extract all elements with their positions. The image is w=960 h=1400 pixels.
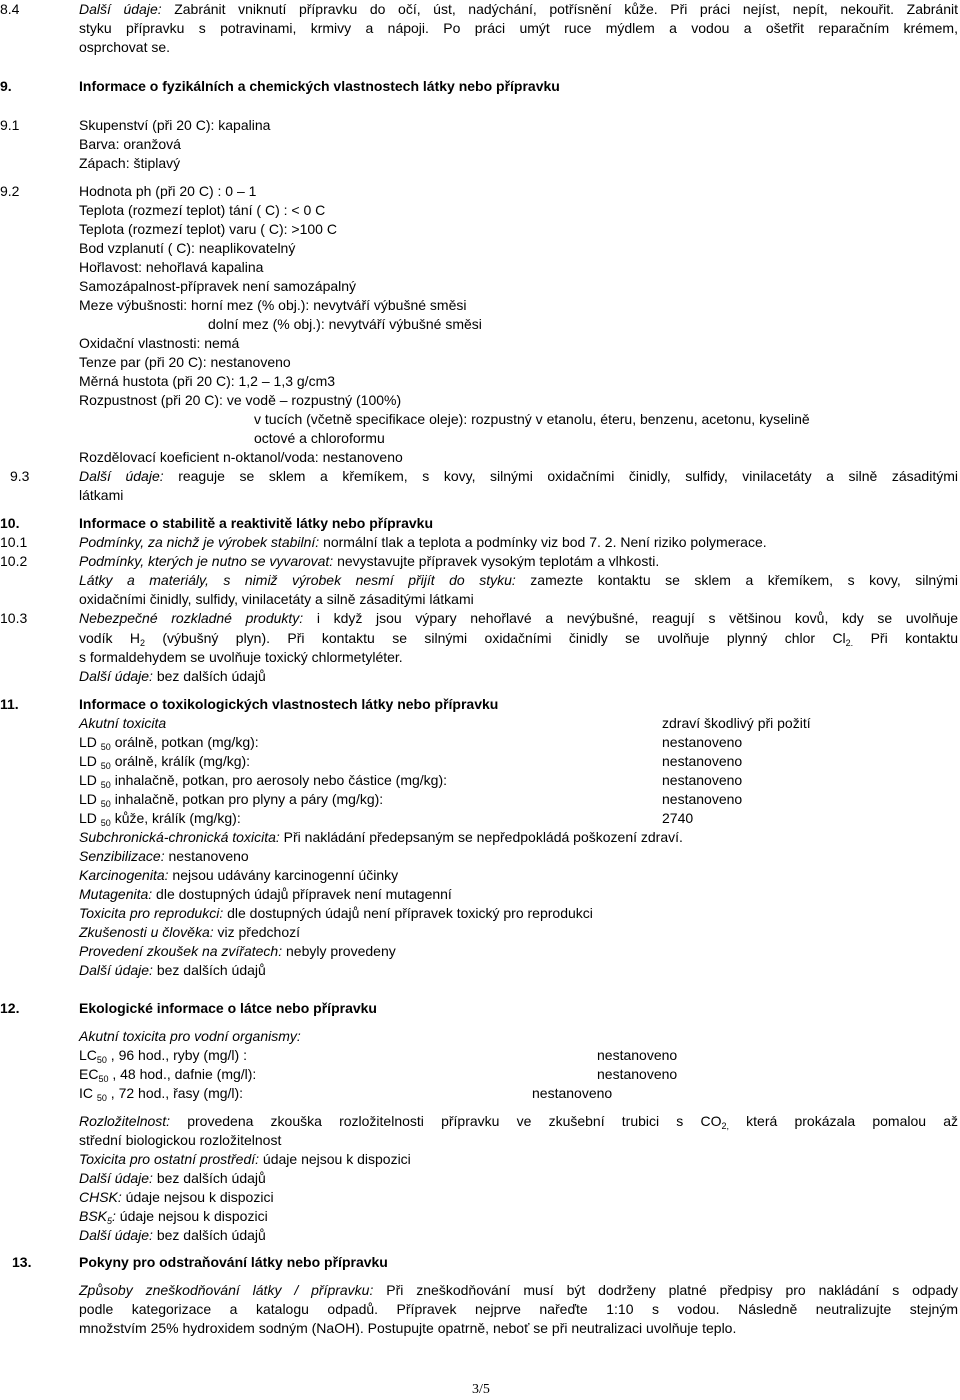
eco-row-label: $LC_{50}$ , 96 hod., ryby (mg/l) : <box>79 1047 247 1065</box>
paragraph-line: látkami <box>79 487 124 503</box>
ld-row-label: LD $_{50}$ inhalačně, potkan pro plyny a páry (mg/kg): <box>79 791 384 809</box>
paragraph-line: Podmínky, za nichž je výrobek stabilní: normální tlak a teplota a podmínky viz bod 7. 2. Není riziko polymerace. <box>79 534 767 550</box>
ld-row-value: nestanoveno <box>662 791 743 807</box>
property-line: Hořlavost: nehořlavá kapalina <box>79 259 264 275</box>
eco-item: Toxicita pro ostatní prostředí: údaje nejsou k dispozici <box>79 1151 411 1167</box>
section-number: 10. <box>0 515 20 531</box>
property-line: Bod vzplanutí ( C): neaplikovatelný <box>79 240 296 256</box>
property-line: Teplota (rozmezí teplot) tání ( C) : < 0 C <box>79 202 326 218</box>
section-number: 13. <box>12 1254 32 1270</box>
tox-item: Další údaje: bez dalších údajů <box>79 962 266 978</box>
property-line: Zápach: štiplavý <box>79 155 181 171</box>
section-number: 11. <box>0 696 19 712</box>
field-label: Další údaje: <box>79 668 153 684</box>
field-label: Akutní toxicita pro vodní organismy: <box>79 1028 301 1044</box>
paragraph-line: střední biologickou rozložitelnost <box>79 1132 282 1148</box>
eco-row-value: nestanoveno <box>532 1085 613 1101</box>
eco-row-value: nestanoveno <box>597 1047 678 1063</box>
eco-item: Další údaje: bez dalších údajů <box>79 1227 266 1243</box>
section-heading: Pokyny pro odstraňování látky nebo přípravku <box>79 1254 388 1270</box>
property-line: Barva: oranžová <box>79 136 181 152</box>
property-line: dolní mez (% obj.): nevytváří výbušné směsi <box>208 316 482 332</box>
paragraph-line: Podmínky, kterých je nutno se vyvarovat: nevystavujte přípravek vysokým teplotám a vlhkosti. <box>79 553 660 569</box>
section-number: 12. <box>0 1000 20 1016</box>
field-label: Další údaje: <box>79 1 162 17</box>
tox-item: Provedení zkoušek na zvířatech: nebyly provedeny <box>79 943 396 959</box>
property-line: Samozápalnost-přípravek není samozápalný <box>79 278 357 294</box>
eco-item: CHSK: údaje nejsou k dispozici <box>79 1189 274 1205</box>
paragraph-line: Nebezpečné rozkladné produkty: i když jsou výpary nehořlavé a nevýbušné, reagují s většinou kovů, kdy se uvolňuje <box>79 610 958 626</box>
section-heading: Informace o fyzikálních a chemických vlastnostech látky nebo přípravku <box>79 78 560 94</box>
paragraph-line: Způsoby zneškodňování látky / přípravku: Při zneškodňování musí být dodrženy platné předpisy pro nakládání s odpady <box>79 1282 959 1298</box>
tox-item: Mutagenita: dle dostupných údajů přípravek není mutagenní <box>79 886 452 902</box>
page-number: 3/5 <box>472 1382 490 1397</box>
subsection-number: 9.1 <box>0 117 20 133</box>
field-label: Akutní toxicita <box>79 715 167 731</box>
property-line: Meze výbušnosti: horní mez (% obj.): nevytváří výbušné směsi <box>79 297 467 313</box>
field-value: zdraví škodlivý při požití <box>662 715 811 731</box>
subscript: 2 <box>139 638 145 648</box>
paragraph-line: Látky a materiály, s nimiž výrobek nesmí přijít do styku: zamezte kontaktu se sklem a křemíkem, s kovy, silnými <box>79 572 958 588</box>
paragraph-line: Rozložitelnost: provedena zkouška rozložitelnosti přípravku ve zkušební trubici s $CO_{2,}$ která prokázala pomalou až <box>79 1113 958 1131</box>
property-line: Tenze par (při 20 C): nestanoveno <box>79 354 291 370</box>
ld-row-value: nestanoveno <box>662 753 743 769</box>
section-number: 9. <box>0 78 12 94</box>
paragraph-line: Další údaje: bez dalších údajů <box>79 668 266 684</box>
field-label: Podmínky, kterých je nutno se vyvarovat: <box>79 553 334 569</box>
section-heading: Informace o toxikologických vlastnostech látky nebo přípravku <box>79 696 499 712</box>
ld-row-label: LD $_{50}$ inhalačně, potkan, pro aerosoly nebo částice (mg/kg): <box>79 772 447 790</box>
paragraph-line: vodík $H_2$ (výbušný plyn). Při kontaktu se silnými oxidačními činidly se uvolňuje plynný chlor $Cl_{2.}$ Při kontaktu <box>79 630 958 648</box>
field-label: Látky a materiály, s nimiž výrobek nesmí přijít do styku: <box>79 572 516 588</box>
paragraph-line: množstvím 25% hydroxidem sodným (NaOH). Postupujte opatrně, neboť se při neutralizaci uvolňuje teplo. <box>79 1320 737 1336</box>
subsection-number: 9.3 <box>10 468 30 484</box>
paragraph-line: s formaldehydem se uvolňuje toxický chlormetyléter. <box>79 649 403 665</box>
ld-row-label: LD $_{50}$ orálně, potkan (mg/kg): <box>79 734 259 752</box>
section-number: 8.4 <box>0 1 20 17</box>
subsection-number: 10.1 <box>0 534 28 550</box>
paragraph-line: Další údaje: reaguje se sklem a křemíkem, s kovy, silnými oxidačními činidly, sulfidy, vinilacetáty a silně zásaditými <box>79 468 958 484</box>
property-line: octové a chloroformu <box>254 430 385 446</box>
eco-item: Další údaje: bez dalších údajů <box>79 1170 266 1186</box>
paragraph-line: podle kategorizace a katalogu odpadů. Přípravek nejprve nařeďte 1:10 s vodou. Následně neutralizujte stejným <box>79 1301 958 1317</box>
ld-row-label: LD $_{50}$ kůže, králík (mg/kg): <box>79 810 241 828</box>
paragraph-line: osprchovat se. <box>79 39 171 55</box>
property-line: Měrná hustota (při 20 C): 1,2 – 1,3 g/cm3 <box>79 373 336 389</box>
eco-row-label: IC $_{50}$ , 72 hod., řasy (mg/l): <box>79 1085 244 1103</box>
field-label: Rozložitelnost: <box>79 1113 171 1129</box>
subsection-number: 10.2 <box>0 553 28 569</box>
property-line: v tucích (včetně specifikace oleje): rozpustný v etanolu, éteru, benzenu, acetonu, kyselině <box>254 411 810 427</box>
paragraph-line: Další údaje: Zabránit vniknutí přípravku do očí, úst, nadýchání, potřísnění kůže. Při práci nejíst, nepít, nekouřit. Zabránit <box>79 1 958 17</box>
ld-row-value: 2740 <box>662 810 694 826</box>
paragraph-line: styku přípravku s potravinami, krmivy a nápoji. Po práci umýt ruce mýdlem a vodou a ošetřit reparačním krémem, <box>79 20 958 36</box>
tox-item: Toxicita pro reprodukci: dle dostupných údajů není přípravek toxický pro reprodukci <box>79 905 593 921</box>
property-line: Rozdělovací koeficient n-oktanol/voda: nestanoveno <box>79 449 403 465</box>
eco-row-value: nestanoveno <box>597 1066 678 1082</box>
ld-row-label: LD $_{50}$ orálně, králík (mg/kg): <box>79 753 251 771</box>
section-heading: Informace o stabilitě a reaktivitě látky nebo přípravku <box>79 515 434 531</box>
property-line: Oxidační vlastnosti: nemá <box>79 335 240 351</box>
field-label: Další údaje: <box>79 468 164 484</box>
section-heading: Ekologické informace o látce nebo přípravku <box>79 1000 377 1016</box>
paragraph-line: oxidačními činidly, sulfidy, vinilacetáty a silně zásaditými látkami <box>79 591 474 607</box>
ld-row-value: nestanoveno <box>662 734 743 750</box>
subsection-number: 10.3 <box>0 610 28 626</box>
property-line: Teplota (rozmezí teplot) varu ( C): >100 C <box>79 221 337 237</box>
tox-item: Zkušenosti u člověka: viz předchozí <box>79 924 300 940</box>
property-line: Skupenství (při 20 C): kapalina <box>79 117 271 133</box>
tox-item: Karcinogenita: nejsou udávány karcinogenní účinky <box>79 867 399 883</box>
field-label: Podmínky, za nichž je výrobek stabilní: <box>79 534 320 550</box>
subscript: 2. <box>845 638 854 648</box>
eco-item: $BSK_5$: údaje nejsou k dispozici <box>79 1208 268 1226</box>
field-label: Nebezpečné rozkladné produkty: <box>79 610 304 626</box>
ld-row-value: nestanoveno <box>662 772 743 788</box>
subsection-number: 9.2 <box>0 183 20 199</box>
property-line: Hodnota ph (při 20 C) : 0 – 1 <box>79 183 257 199</box>
tox-item: Senzibilizace: nestanoveno <box>79 848 249 864</box>
eco-row-label: $EC_{50}$ , 48 hod., dafnie (mg/l): <box>79 1066 257 1084</box>
field-label: Způsoby zneškodňování látky / přípravku: <box>79 1282 374 1298</box>
property-line: Rozpustnost (při 20 C): ve vodě – rozpustný (100%) <box>79 392 402 408</box>
tox-item: Subchronická-chronická toxicita: Při nakládání předepsaným se nepředpokládá poškození zdraví. <box>79 829 683 845</box>
